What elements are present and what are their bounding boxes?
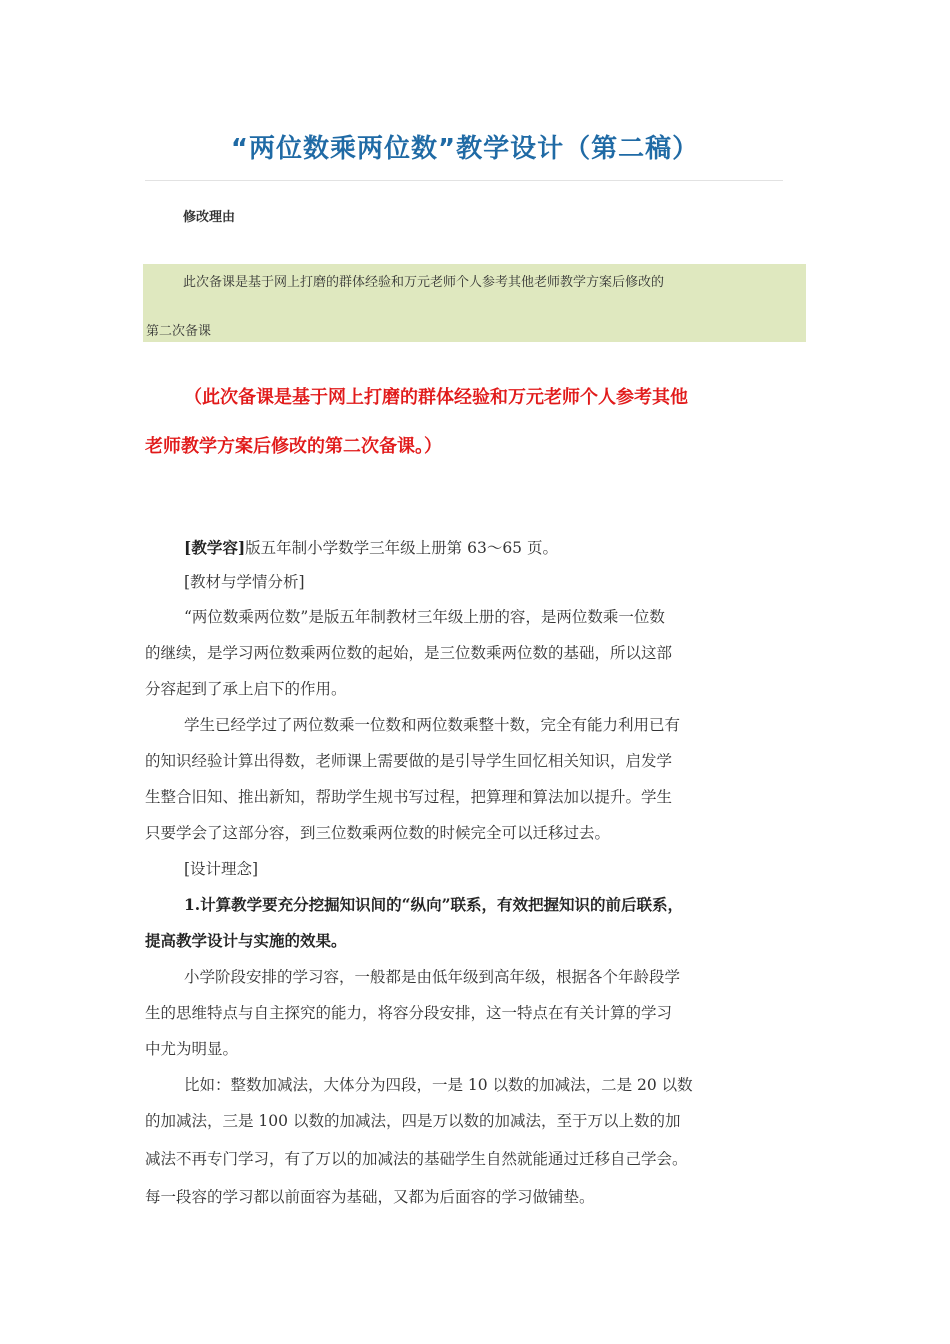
- point-1-line: 1.计算教学要充分挖掘知识间的“纵向”联系，有效把握知识的前后联系，: [184, 895, 684, 914]
- teaching-content-text: 版五年制小学数学三年级上册第 63～65 页。: [245, 539, 558, 557]
- title-divider: [145, 180, 783, 181]
- page-title: “两位数乘两位数”教学设计（第二稿）: [230, 134, 700, 164]
- paragraph-line: 每一段容的学习都以前面容为基础，又都为后面容的学习做铺垫。: [145, 1188, 595, 1206]
- highlight-line-1: 此次备课是基于网上打磨的群体经验和万元老师个人参考其他老师教学方案后修改的: [183, 275, 665, 290]
- paragraph-line: 的继续，是学习两位数乘两位数的起始，是三位数乘两位数的基础，所以这部: [145, 644, 673, 662]
- analysis-heading: [教材与学情分析]: [184, 573, 305, 591]
- paragraph-line: 学生已经学过了两位数乘一位数和两位数乘整十数，完全有能力利用已有: [184, 716, 681, 734]
- paragraph-line: 中尤为明显。: [145, 1040, 239, 1058]
- red-note-line-1: （此次备课是基于网上打磨的群体经验和万元老师个人参考其他: [184, 387, 688, 408]
- paragraph-line: 只要学会了这部分容，到三位数乘两位数的时候完全可以迁移过去。: [145, 824, 611, 842]
- design-heading: [设计理念]: [184, 860, 259, 878]
- revision-reason-label: 修改理由: [183, 210, 236, 225]
- paragraph-line: “两位数乘两位数”是版五年制教材三年级上册的容，是两位数乘一位数: [184, 608, 665, 626]
- point-1-line: 提高教学设计与实施的效果。: [145, 931, 347, 950]
- paragraph-line: 小学阶段安排的学习容，一般都是由低年级到高年级，根据各个年龄段学: [184, 968, 681, 986]
- paragraph-line: 分容起到了承上启下的作用。: [145, 680, 347, 698]
- highlight-line-2: 第二次备课: [146, 324, 212, 339]
- teaching-content-label: [教学容]: [184, 538, 246, 557]
- paragraph-line: 减法不再专门学习，有了万以的加减法的基础学生自然就能通过迁移自己学会。: [145, 1150, 688, 1168]
- teaching-content-line: [184, 538, 558, 558]
- red-note-line-2: 老师教学方案后修改的第二次备课。）: [145, 436, 442, 457]
- paragraph-line: 生整合旧知、推出新知，帮助学生规书写过程，把算理和算法加以提升。学生: [145, 788, 673, 806]
- paragraph-line: 的加减法，三是 100 以数的加减法，四是万以数的加减法，至于万以上数的加: [145, 1112, 681, 1130]
- paragraph-line: 比如：整数加减法，大体分为四段，一是 10 以数的加减法，二是 20 以数: [184, 1076, 693, 1094]
- paragraph-line: 生的思维特点与自主探究的能力，将容分段安排，这一特点在有关计算的学习: [145, 1004, 673, 1022]
- paragraph-line: 的知识经验计算出得数，老师课上需要做的是引导学生回忆相关知识，启发学: [145, 752, 673, 770]
